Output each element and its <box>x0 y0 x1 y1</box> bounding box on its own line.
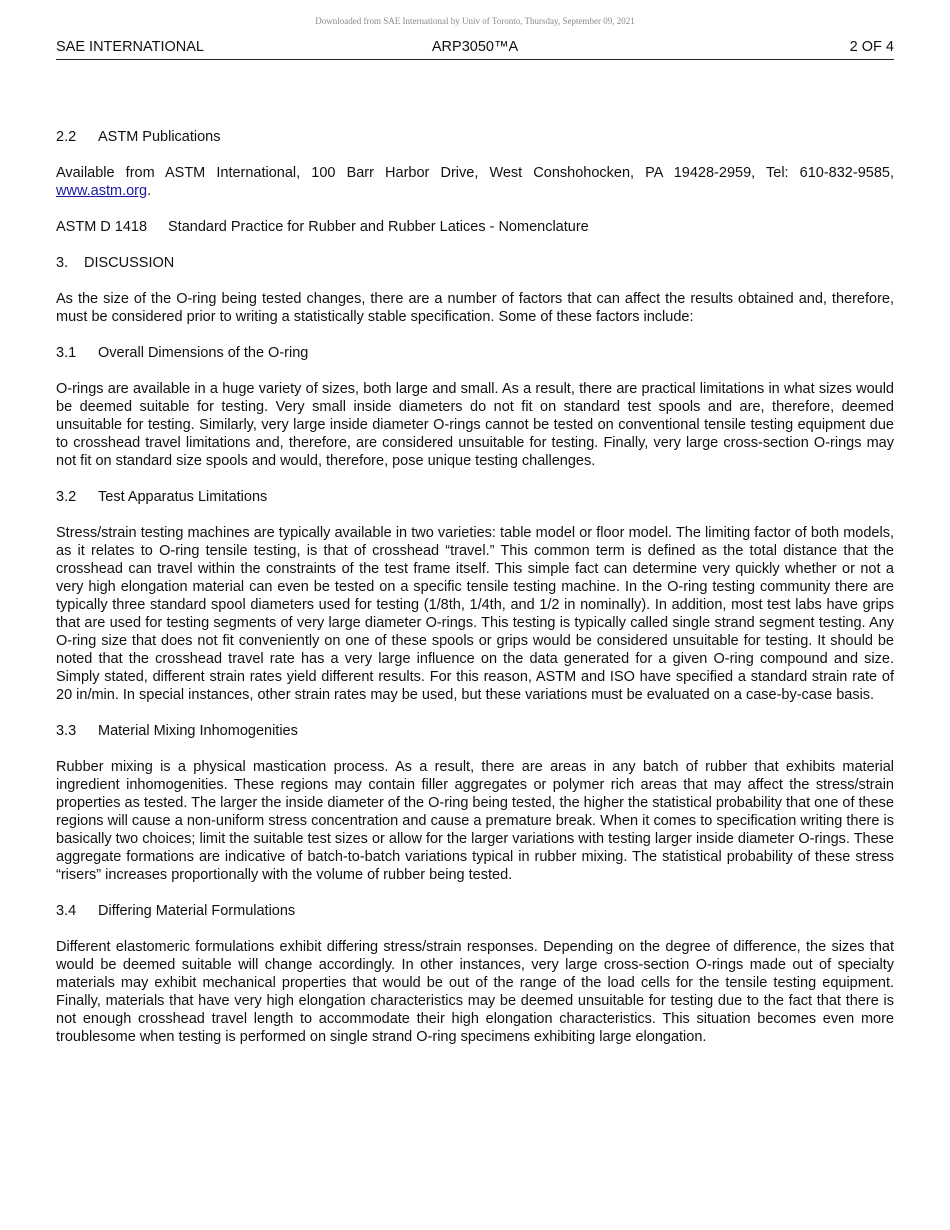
section-number: 3.3 <box>56 723 77 739</box>
document-body <box>56 128 894 1064</box>
astm-availability-paragraph <box>56 164 894 200</box>
section-title: Test Apparatus Limitations <box>98 489 268 505</box>
header-page-number: 2 OF 4 <box>849 39 894 55</box>
section-heading-3-4 <box>56 902 894 920</box>
section-title: Overall Dimensions of the O-ring <box>98 345 309 361</box>
header-organization: SAE INTERNATIONAL <box>56 39 204 55</box>
section-heading-3 <box>56 254 894 272</box>
reference-title: Standard Practice for Rubber and Rubber Latices - Nomenclature <box>168 219 589 235</box>
page-header <box>56 38 894 60</box>
section-title: Differing Material Formulations <box>98 903 296 919</box>
reference-code: ASTM D 1418 <box>56 219 148 235</box>
astm-website-link[interactable]: www.astm.org <box>56 183 148 199</box>
section-number: 3. <box>56 255 69 271</box>
material-formulations-paragraph: Different elastomeric formulations exhibit differing stress/strain responses. Depending on the degree of difference, the sizes that would be deemed suitable will change accordingly. In other instances, very large cross-section O-rings made out of specialty materials may exhibit mechanical properties that would be out of the range of the load cells for the tensile testing equipment. Finally, materials that have very high elongation characteristics may be deemed unsuitable for testing due to the fact that there is not enough crosshead travel length to accommodate their high elongation characteristics. This situation becomes even more troublesome when testing is performed on single strand O-ring specimens exhibiting large elongation. <box>56 939 894 1045</box>
section-number: 3.1 <box>56 345 77 361</box>
section-number: 2.2 <box>56 129 77 145</box>
discussion-paragraph: As the size of the O-ring being tested changes, there are a number of factors that can affect the results obtained and, therefore, must be considered prior to writing a statistically stable specification. Some of these factors include: <box>56 291 894 325</box>
overall-dimensions-paragraph: O-rings are available in a huge variety of sizes, both large and small. As a result, there are practical limitations in what sizes would be deemed suitable for testing. Very small inside diameters do not fit on standard test spools and are, therefore, deemed unsuitable for testing. Similarly, very large inside diameter O-rings cannot be tested on conventional tensile testing equipment due to crosshead travel limitations and, therefore, are considered unsuitable for testing. Finally, very large cross-section O-rings may not fit on standard size spools and would, therefore, pose unique testing challenges. <box>56 381 894 469</box>
header-document-id: ARP3050™A <box>431 39 519 55</box>
section-heading-2-2 <box>56 128 894 146</box>
availability-suffix: . <box>147 183 152 199</box>
section-title: DISCUSSION <box>84 255 175 271</box>
material-mixing-paragraph: Rubber mixing is a physical mastication process. As a result, there are areas in any batch of rubber that exhibits material ingredient inhomogenities. These regions may contain filler aggregates or polymer rich areas that may affect the stress/strain properties as tested. The larger the inside diameter of the O-ring being tested, the higher the statistical probability that one of these regions will cause a non-uniform stress concentration and cause a premature break. When it comes to specification writing there is basically two choices; limit the suitable test sizes or allow for the larger variations with testing larger inside diameter O-rings. These aggregate formations are indicative of batch-to-batch variations typical in rubber mixing. The statistical probability of these stress “risers” increases proportionally with the volume of rubber being tested. <box>56 759 894 883</box>
section-title: ASTM Publications <box>98 129 221 145</box>
availability-text: Available from ASTM International, 100 Barr Harbor Drive, West Conshohocken, PA 19428-2959, Tel: 610-832-9585, <box>56 165 894 181</box>
section-heading-3-2 <box>56 488 894 506</box>
section-title: Material Mixing Inhomogenities <box>98 723 298 739</box>
reference-item-astm-d1418 <box>56 218 894 236</box>
section-number: 3.4 <box>56 903 77 919</box>
test-apparatus-paragraph: Stress/strain testing machines are typically available in two varieties: table model or floor model. The limiting factor of both models, as it relates to O-ring tensile testing, is that of crosshead “travel.” This common term is defined as the total distance that the crosshead can travel within the constraints of the test frame itself. This simple fact can determine very quickly whether or not a very high elongation material can even be tested on a specific tensile testing machine. In the O-ring testing community there are typically three standard spool diameters used for testing (1/8th, 1/4th, and 1/2 in nominally). In addition, most test labs have grips that are used for testing segments of very large diameter O-rings. This testing is typically called single strand segment testing. Any O-ring size that does not fit conveniently on one of these spools or grips would be considered unsuitable for testing. It should be noted that the crosshead travel rate has a very large influence on the data generated for a given O-ring compound and size. Simply stated, different strain rates yield different results. For this reason, ASTM and ISO have specified a standard strain rate of 20 in/min. In special instances, other strain rates may be used, but these variations must be evaluated on a case-by-case basis. <box>56 525 894 703</box>
section-heading-3-3 <box>56 722 894 740</box>
section-heading-3-1 <box>56 344 894 362</box>
section-number: 3.2 <box>56 489 77 505</box>
download-notice: Downloaded from SAE International by Univ of Toronto, Thursday, September 09, 2021 <box>315 16 635 26</box>
